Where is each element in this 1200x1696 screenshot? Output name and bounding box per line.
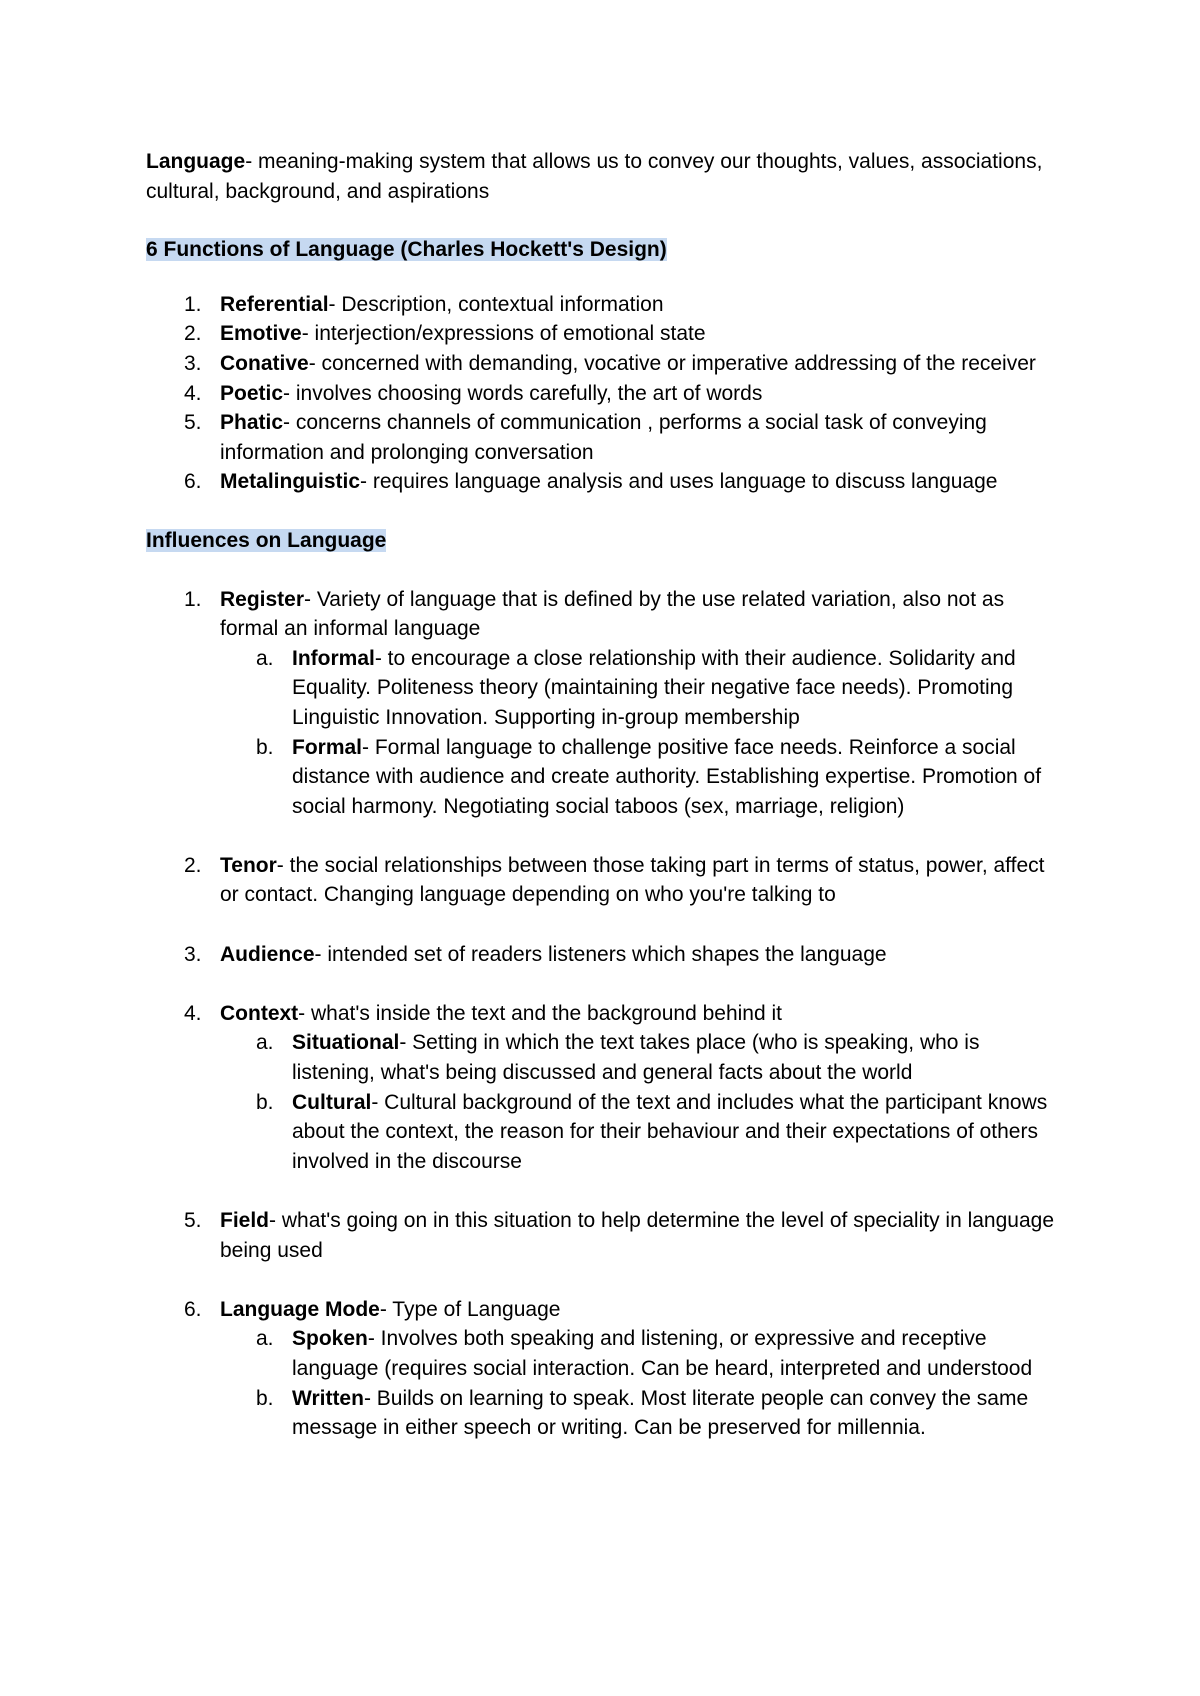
sub-list-letter: b. xyxy=(256,1090,274,1114)
list-item xyxy=(146,940,1066,970)
list-text: - Type of Language xyxy=(379,1297,561,1321)
list-number: 1. xyxy=(184,587,202,611)
intro-term: Language xyxy=(146,150,246,173)
list-item xyxy=(146,999,1066,1177)
sub-list-text: - to encourage a close relationship with their audience. Solidarity and Equality. Politeness theory (maintaining their negative face needs). Promoting Linguistic Innovation. Supporting in-group membership xyxy=(292,646,1016,729)
list-text: - what's going on in this situation to help determine the level of speciality in language being used xyxy=(220,1209,1055,1262)
list-item xyxy=(146,349,1066,379)
sub-list xyxy=(220,1028,1066,1176)
sub-list-term: Spoken xyxy=(292,1327,368,1351)
intro-paragraph xyxy=(146,147,1066,206)
list-term: Audience xyxy=(220,942,315,966)
list-term: Register xyxy=(220,587,305,611)
list-text: - Variety of language that is defined by the use related variation, also not as formal an informal language xyxy=(220,587,1005,641)
list-text: - Description, contextual information xyxy=(328,292,664,316)
list-number: 2. xyxy=(184,322,202,346)
sub-list-item xyxy=(146,1384,1066,1443)
functions-heading-text: 6 Functions of Language (Charles Hockett's Design) xyxy=(146,238,667,262)
sub-list-letter: a. xyxy=(256,1031,274,1055)
list-term: Referential xyxy=(220,292,329,316)
sub-list-item xyxy=(146,1324,1066,1383)
list-text: - what's inside the text and the background behind it xyxy=(298,1001,782,1025)
list-item xyxy=(146,1206,1066,1265)
list-number: 6. xyxy=(184,470,202,494)
list-text: - interjection/expressions of emotional state xyxy=(301,322,706,346)
sub-list-item xyxy=(146,1088,1066,1177)
sub-list-term: Written xyxy=(292,1386,364,1410)
influences-heading-text: Influences on Language xyxy=(146,528,387,552)
list-number: 4. xyxy=(184,1001,202,1025)
intro-text: - meaning-making system that allows us to convey our thoughts, values, associations, cultural, background, and aspirations xyxy=(146,150,1043,203)
list-item xyxy=(146,851,1066,910)
list-term: Tenor xyxy=(220,853,277,877)
sub-list xyxy=(220,644,1066,822)
list-term: Emotive xyxy=(220,322,302,346)
list-number: 3. xyxy=(184,351,202,375)
list-text: - involves choosing words carefully, the art of words xyxy=(283,381,763,405)
sub-list-letter: b. xyxy=(256,1386,274,1410)
influences-list xyxy=(146,585,1066,1443)
list-item xyxy=(146,319,1066,349)
sub-list-text: - Cultural background of the text and includes what the participant knows about the context, the reason for their behaviour and their expectations of others involved in the discourse xyxy=(292,1090,1048,1173)
list-term: Poetic xyxy=(220,381,284,405)
sub-list-letter: a. xyxy=(256,646,274,670)
document-page xyxy=(146,147,1066,1443)
sub-list-term: Informal xyxy=(292,646,375,670)
list-number: 5. xyxy=(184,1209,202,1232)
list-number: 2. xyxy=(184,853,202,877)
list-number: 5. xyxy=(184,411,202,435)
list-text: - concerns channels of communication , performs a social task of conveying information and prolonging conversation xyxy=(220,411,987,464)
sub-list-letter: b. xyxy=(256,735,274,759)
list-item xyxy=(146,1295,1066,1443)
sub-list-text: - Formal language to challenge positive face needs. Reinforce a social distance with audience and create authority. Establishing expertise. Promotion of social harmony. Negotiating social taboos (sex, marriage, religion) xyxy=(292,735,1042,818)
list-number: 3. xyxy=(184,942,202,966)
list-text: - the social relationships between those taking part in terms of status, power, affect or contact. Changing language depending on who you're talking to xyxy=(220,853,1045,907)
list-number: 4. xyxy=(184,381,202,405)
list-item xyxy=(146,408,1066,467)
list-item xyxy=(146,379,1066,409)
list-number: 6. xyxy=(184,1297,202,1321)
functions-heading xyxy=(146,235,1066,265)
functions-list xyxy=(146,290,1066,497)
sub-list-text: - Involves both speaking and listening, or expressive and receptive language (requires social interaction. Can be heard, interpreted and understood xyxy=(292,1327,1033,1380)
sub-list-item xyxy=(146,644,1066,733)
list-text: - requires language analysis and uses language to discuss language xyxy=(360,470,998,494)
list-term: Phatic xyxy=(220,411,284,435)
sub-list-item xyxy=(146,733,1066,822)
list-term: Context xyxy=(220,1001,299,1025)
list-term: Field xyxy=(220,1209,270,1232)
list-text: - intended set of readers listeners which shapes the language xyxy=(314,942,887,966)
list-term: Conative xyxy=(220,351,309,375)
sub-list-term: Situational xyxy=(292,1031,400,1055)
list-number: 1. xyxy=(184,292,202,316)
sub-list-text: - Builds on learning to speak. Most literate people can convey the same message in either speech or writing. Can be preserved for millennia. xyxy=(292,1386,1029,1440)
list-term: Language Mode xyxy=(220,1297,380,1321)
sub-list-text: - Setting in which the text takes place (who is speaking, who is listening, what's being discussed and general facts about the world xyxy=(292,1031,980,1085)
sub-list xyxy=(220,1324,1066,1442)
sub-list-item xyxy=(146,1028,1066,1087)
list-item xyxy=(146,290,1066,320)
sub-list-term: Cultural xyxy=(292,1090,372,1114)
list-term: Metalinguistic xyxy=(220,470,361,494)
list-item xyxy=(146,585,1066,822)
list-item xyxy=(146,467,1066,497)
sub-list-letter: a. xyxy=(256,1327,274,1351)
sub-list-term: Formal xyxy=(292,735,363,759)
list-text: - concerned with demanding, vocative or imperative addressing of the receiver xyxy=(308,351,1036,375)
influences-heading xyxy=(146,526,1066,556)
